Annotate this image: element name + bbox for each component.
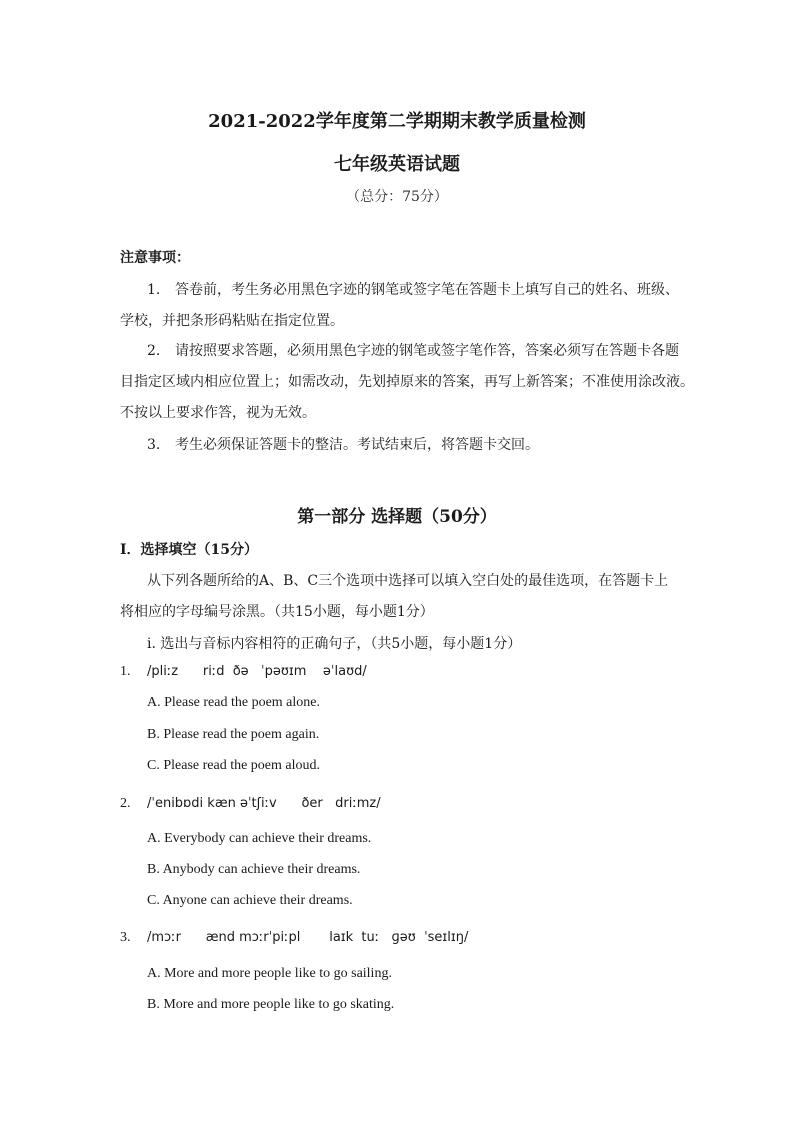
notice-num: 3. — [147, 437, 161, 453]
notice-text: 答卷前，考生务必用黑色字迹的钢笔或签字笔在答题卡上填写自己的姓名、班级、 — [175, 282, 679, 298]
notice-text: 目指定区域内相应位置上；如需改动，先划掉原来的答案，再写上新答案；不准使用涂改液。 — [120, 374, 694, 390]
option-a[interactable]: A. Please read the poem alone. — [147, 695, 320, 710]
question-number: 3. — [120, 930, 131, 945]
notice-text: 请按照要求答题，必须用黑色字迹的钢笔或签字笔作答，答案必须写在答题卡各题 — [175, 343, 679, 359]
instruction: 从下列各题所给的A、B、C三个选项中选择可以填入空白处的最佳选项，在答题卡上 — [147, 573, 669, 589]
option-b[interactable]: B. Please read the poem again. — [147, 727, 320, 742]
notice-heading: 注意事项： — [120, 250, 190, 266]
part1-title: 第一部分 选择题（50分） — [297, 507, 497, 527]
option-b[interactable]: B. More and more people like to go skating. — [147, 997, 395, 1012]
option-b[interactable]: B. Anybody can achieve their dreams. — [147, 862, 361, 877]
option-a[interactable]: A. Everybody can achieve their dreams. — [147, 831, 372, 846]
option-c[interactable]: C. Anyone can achieve their dreams. — [147, 893, 353, 908]
question-number: 2. — [120, 796, 131, 811]
phonetic-transcription: /pliːz riːd ðə ˈpəʊɪm əˈlaʊd/ — [147, 664, 367, 679]
notice-text: 学校，并把条形码粘贴在指定位置。 — [120, 313, 344, 329]
phonetic-transcription: /ˈenibɒdi kæn əˈtʃiːv ðer driːmz/ — [147, 796, 381, 811]
phonetic-transcription: /mɔːr ænd mɔːrˈpiːpl laɪk tuː ɡəʊ ˈseɪlɪŋ/ — [147, 930, 469, 945]
sub-instruction: i. 选出与音标内容相符的正确句子，（共5小题，每小题1分） — [147, 636, 522, 652]
question-number: 1. — [120, 664, 131, 679]
option-a[interactable]: A. More and more people like to go sailing. — [147, 966, 392, 981]
instruction: 将相应的字母编号涂黑。（共15小题，每小题1分） — [120, 604, 434, 620]
notice-text: 不按以上要求作答，视为无效。 — [120, 405, 316, 421]
notice-num: 1. — [147, 282, 161, 298]
total-score: （总分：75分） — [346, 189, 448, 205]
notice-num: 2. — [147, 343, 161, 359]
exam-title: 2021-2022学年度第二学期期末教学质量检测 — [208, 111, 586, 132]
notice-text: 考生必须保证答题卡的整洁。考试结束后，将答题卡交回。 — [175, 437, 539, 453]
exam-subtitle: 七年级英语试题 — [334, 154, 460, 175]
section-title: I．选择填空（15分） — [120, 542, 259, 558]
option-c[interactable]: C. Please read the poem aloud. — [147, 758, 321, 773]
